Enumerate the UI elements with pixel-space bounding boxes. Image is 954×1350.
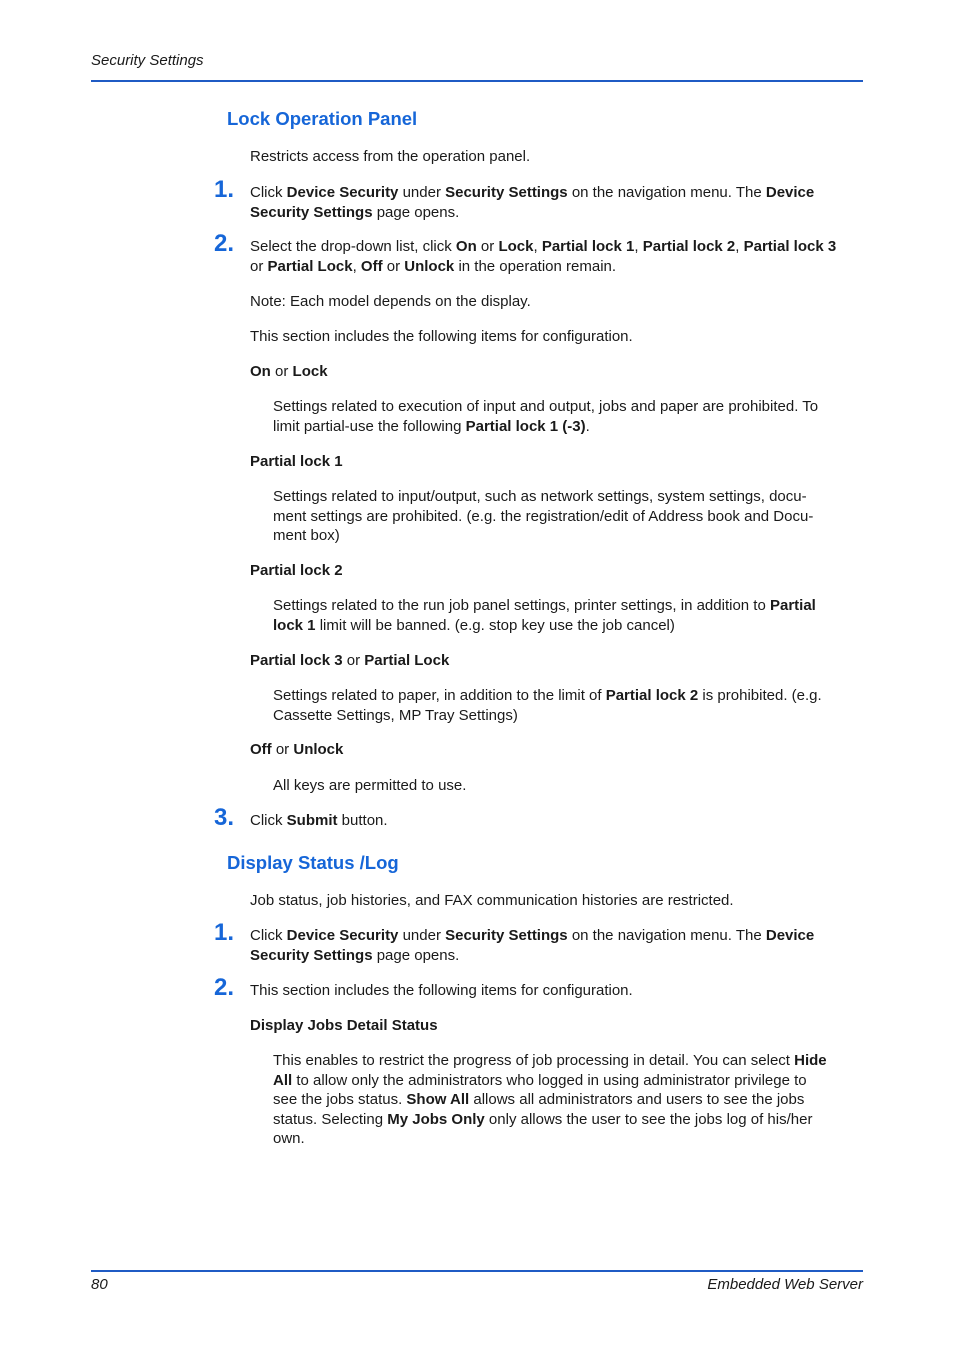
desc-line: ment settings are prohibited. (e.g. the registration/edit of Address book and Docu- (273, 507, 814, 525)
item-label-partial-lock-2: Partial lock 2 (250, 562, 343, 579)
step-line: Security Settings page opens. (250, 203, 460, 221)
lock-intro: Restricts access from the operation panel. (250, 148, 531, 165)
item-desc-display-jobs-detail-status (273, 1051, 863, 1149)
desc-line: Settings related to the run job panel settings, printer settings, in addition to Partial (273, 597, 816, 614)
footer-doc-title: Embedded Web Server (707, 1276, 863, 1293)
item-desc-partial-lock-3 (273, 686, 863, 725)
desc-line: This enables to restrict the progress of job processing in detail. You can select Hide (273, 1052, 827, 1069)
desc-line: ment box) (273, 527, 340, 544)
desc-line: see the jobs status. Show All allows all administrators and users to see the jobs (273, 1091, 805, 1108)
item-desc-partial-lock-2 (273, 596, 863, 635)
step-number-2: 2. (214, 230, 235, 257)
desc-line: Settings related to paper, in addition to the limit of Partial lock 2 is prohibited. (e.g. (273, 687, 822, 704)
desc-line: Settings related to execution of input and output, jobs and paper are prohibited. To (273, 398, 819, 415)
step-line: Security Settings page opens. (250, 946, 460, 964)
step-number-2: 2. (214, 974, 235, 1001)
item-label-display-jobs-detail-status: Display Jobs Detail Status (250, 1017, 438, 1034)
step-line: or Partial Lock, Off or Unlock in the operation remain. (250, 257, 617, 275)
display-intro: Job status, job histories, and FAX communication histories are restricted. (250, 892, 734, 909)
desc-line: own. (273, 1130, 305, 1147)
display-step-2: This section includes the following items for configuration. (250, 982, 633, 999)
desc-line: lock 1 limit will be banned. (e.g. stop key use the job cancel) (273, 616, 675, 634)
lock-includes: This section includes the following items for configuration. (250, 328, 633, 345)
desc-line: Settings related to input/output, such as network settings, system settings, docu- (273, 488, 807, 505)
item-desc-partial-lock-1 (273, 487, 863, 546)
item-label-partial-lock-3: Partial lock 3 or Partial Lock (250, 652, 450, 669)
lock-step-2 (250, 237, 862, 276)
item-label-on-lock: On or Lock (250, 363, 328, 380)
lock-note: Note: Each model depends on the display. (250, 293, 531, 310)
header-rule (91, 80, 863, 82)
section-heading-lock-operation-panel: Lock Operation Panel (227, 108, 418, 129)
item-desc-on-lock (273, 397, 863, 436)
item-label-off-unlock: Off or Unlock (250, 741, 344, 758)
step-number-1: 1. (214, 919, 235, 946)
desc-line: All to allow only the administrators who logged in using administrator privilege to (273, 1071, 807, 1089)
footer-rule (91, 1270, 863, 1272)
section-heading-display-status-log: Display Status /Log (227, 852, 399, 873)
desc-line: Cassette Settings, MP Tray Settings) (273, 706, 518, 724)
step-number-3: 3. (214, 804, 235, 831)
step-line: Select the drop-down list, click On or Lock, Partial lock 1, Partial lock 2, Partial lock 3 (250, 238, 837, 255)
step-number-1: 1. (214, 176, 235, 203)
desc-line: limit partial-use the following Partial lock 1 (-3). (273, 417, 590, 435)
page-number: 80 (91, 1276, 108, 1293)
item-label-partial-lock-1: Partial lock 1 (250, 453, 343, 470)
item-desc-off-unlock: All keys are permitted to use. (273, 777, 467, 794)
lock-step-3: Click Submit button. (250, 812, 388, 829)
step-line: Click Device Security under Security Settings on the navigation menu. The Device (250, 184, 815, 201)
display-step-1 (250, 926, 862, 965)
desc-line: status. Selecting My Jobs Only only allows the user to see the jobs log of his/her (273, 1110, 813, 1128)
step-line: Click Device Security under Security Settings on the navigation menu. The Device (250, 927, 815, 944)
lock-step-1 (250, 183, 862, 222)
running-header: Security Settings (91, 52, 204, 69)
